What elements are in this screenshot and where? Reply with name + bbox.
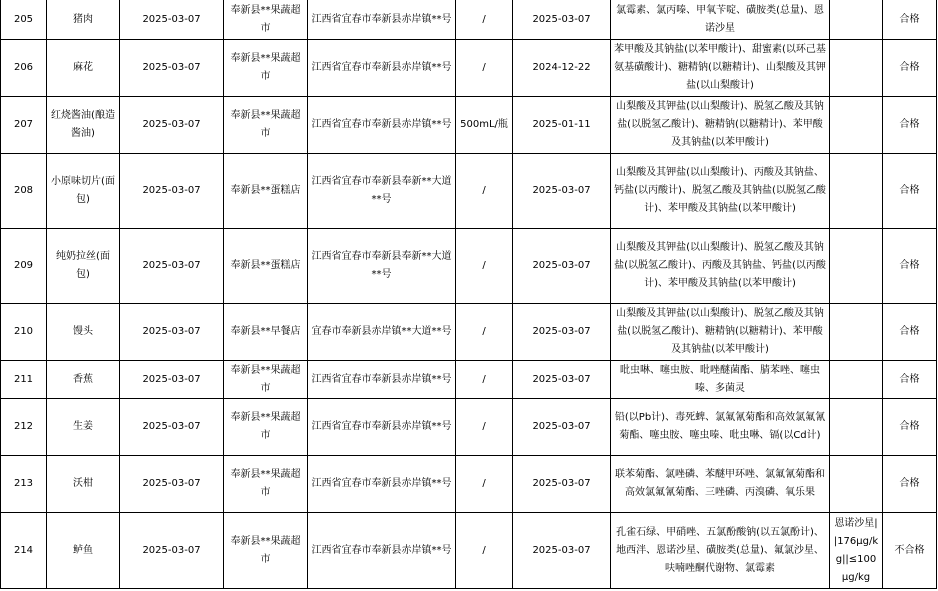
seller-name: 奉新县**果蔬超市 — [224, 399, 308, 456]
row-number: 207 — [1, 97, 47, 154]
failed-value — [830, 97, 883, 154]
inspection-items: 苯甲酸及其钠盐(以苯甲酸计)、甜蜜素(以环己基氨基磺酸计)、糖精钠(以糖精计)、山梨酸及其钾盐(以山梨酸计) — [611, 40, 830, 97]
failed-value — [830, 0, 883, 40]
seller-address: 江西省宜春市奉新县奉新**大道**号 — [308, 154, 456, 229]
inspection-items: 山梨酸及其钾盐(以山梨酸计)、丙酸及其钠盐、钙盐(以丙酸计)、脱氢乙酸及其钠盐(以脱氢乙酸计)、苯甲酸及其钠盐(以苯甲酸计) — [611, 154, 830, 229]
failed-value: 恩诺沙星||176μg/kg||≤100μg/kg — [830, 513, 883, 589]
inspection-items: 山梨酸及其钾盐(以山梨酸计)、脱氢乙酸及其钠盐(以脱氢乙酸计)、丙酸及其钠盐、钙盐(以丙酸计)、苯甲酸及其钠盐(以苯甲酸计) — [611, 229, 830, 304]
sample-name: 红烧酱油(酿造酱油) — [47, 97, 120, 154]
seller-address: 江西省宜春市奉新县赤岸镇**号 — [308, 399, 456, 456]
result-status: 不合格 — [883, 513, 937, 589]
sampling-date: 2025-03-07 — [120, 0, 224, 40]
specification: / — [456, 154, 513, 229]
table-row — [1, 304, 937, 361]
result-status: 合格 — [883, 456, 937, 513]
result-status: 合格 — [883, 361, 937, 399]
sampling-date: 2025-03-07 — [120, 361, 224, 399]
result-status: 合格 — [883, 399, 937, 456]
row-number: 213 — [1, 456, 47, 513]
row-number: 210 — [1, 304, 47, 361]
sampling-date: 2025-03-07 — [120, 97, 224, 154]
result-status: 合格 — [883, 40, 937, 97]
seller-name: 奉新县**蛋糕店 — [224, 229, 308, 304]
sampling-date: 2025-03-07 — [120, 229, 224, 304]
failed-value — [830, 456, 883, 513]
production-date: 2025-03-07 — [513, 0, 611, 40]
inspection-items: 山梨酸及其钾盐(以山梨酸计)、脱氢乙酸及其钠盐(以脱氢乙酸计)、糖精钠(以糖精计)、苯甲酸及其钠盐(以苯甲酸计) — [611, 304, 830, 361]
seller-address: 江西省宜春市奉新县赤岸镇**号 — [308, 0, 456, 40]
sample-name: 猪肉 — [47, 0, 120, 40]
seller-address: 江西省宜春市奉新县赤岸镇**号 — [308, 40, 456, 97]
sampling-date: 2025-03-07 — [120, 399, 224, 456]
table-row — [1, 40, 937, 97]
inspection-items: 联苯菊酯、氯唑磷、苯醚甲环唑、氯氟氰菊酯和高效氯氟氰菊酯、三唑磷、丙溴磷、氧乐果 — [611, 456, 830, 513]
row-number: 209 — [1, 229, 47, 304]
production-date: 2025-03-07 — [513, 361, 611, 399]
seller-name: 奉新县**果蔬超市 — [224, 456, 308, 513]
production-date: 2025-01-11 — [513, 97, 611, 154]
result-status: 合格 — [883, 0, 937, 40]
seller-address: 江西省宜春市奉新县赤岸镇**号 — [308, 361, 456, 399]
row-number: 208 — [1, 154, 47, 229]
sample-name: 小原味切片(面包) — [47, 154, 120, 229]
seller-name: 奉新县**早餐店 — [224, 304, 308, 361]
failed-value — [830, 40, 883, 97]
inspection-items: 山梨酸及其钾盐(以山梨酸计)、脱氢乙酸及其钠盐(以脱氢乙酸计)、糖精钠(以糖精计)、苯甲酸及其钠盐(以苯甲酸计) — [611, 97, 830, 154]
production-date: 2025-03-07 — [513, 154, 611, 229]
row-number: 212 — [1, 399, 47, 456]
failed-value — [830, 361, 883, 399]
specification: / — [456, 0, 513, 40]
production-date: 2025-03-07 — [513, 456, 611, 513]
seller-name: 奉新县**蛋糕店 — [224, 154, 308, 229]
seller-address: 江西省宜春市奉新县赤岸镇**号 — [308, 513, 456, 589]
sample-name: 沃柑 — [47, 456, 120, 513]
table-row — [1, 154, 937, 229]
row-number: 206 — [1, 40, 47, 97]
inspection-items: 孔雀石绿、甲硝唑、五氯酚酸钠(以五氯酚计)、地西泮、恩诺沙星、磺胺类(总量)、氟氯沙星、呋喃唑酮代谢物、氯霉素 — [611, 513, 830, 589]
failed-value — [830, 304, 883, 361]
inspection-items: 氯霉素、氯丙嗪、甲氧苄啶、磺胺类(总量)、恩诺沙星 — [611, 0, 830, 40]
sampling-date: 2025-03-07 — [120, 456, 224, 513]
specification: / — [456, 513, 513, 589]
row-number: 205 — [1, 0, 47, 40]
specification: / — [456, 456, 513, 513]
production-date: 2025-03-07 — [513, 399, 611, 456]
production-date: 2025-03-07 — [513, 513, 611, 589]
sampling-date: 2025-03-07 — [120, 154, 224, 229]
failed-value — [830, 154, 883, 229]
seller-name: 奉新县**果蔬超市 — [224, 361, 308, 399]
table-row — [1, 399, 937, 456]
table-row — [1, 456, 937, 513]
sampling-date: 2025-03-07 — [120, 40, 224, 97]
seller-address: 宜春市奉新县赤岸镇**大道**号 — [308, 304, 456, 361]
specification: / — [456, 229, 513, 304]
specification: 500mL/瓶 — [456, 97, 513, 154]
inspection-items: 吡虫啉、噻虫胺、吡唑醚菌酯、腈苯唑、噻虫嗪、多菌灵 — [611, 361, 830, 399]
sample-name: 馒头 — [47, 304, 120, 361]
failed-value — [830, 399, 883, 456]
production-date: 2025-03-07 — [513, 229, 611, 304]
sampling-date: 2025-03-07 — [120, 304, 224, 361]
result-status: 合格 — [883, 154, 937, 229]
seller-address: 江西省宜春市奉新县奉新**大道**号 — [308, 229, 456, 304]
result-status: 合格 — [883, 229, 937, 304]
specification: / — [456, 304, 513, 361]
sample-name: 麻花 — [47, 40, 120, 97]
table-row — [1, 229, 937, 304]
sample-name: 纯奶拉丝(面包) — [47, 229, 120, 304]
sampling-date: 2025-03-07 — [120, 513, 224, 589]
specification: / — [456, 40, 513, 97]
production-date: 2024-12-22 — [513, 40, 611, 97]
sample-name: 香蕉 — [47, 361, 120, 399]
production-date: 2025-03-07 — [513, 304, 611, 361]
table-row — [1, 0, 937, 40]
table-row — [1, 513, 937, 589]
specification: / — [456, 399, 513, 456]
inspection-items: 铅(以Pb计)、毒死蜱、氯氟氰菊酯和高效氯氟氰菊酯、噻虫胺、噻虫嗪、吡虫啉、镉(以Cd计) — [611, 399, 830, 456]
specification: / — [456, 361, 513, 399]
sample-name: 鲈鱼 — [47, 513, 120, 589]
failed-value — [830, 229, 883, 304]
seller-address: 江西省宜春市奉新县赤岸镇**号 — [308, 456, 456, 513]
seller-address: 江西省宜春市奉新县赤岸镇**号 — [308, 97, 456, 154]
sample-name: 生姜 — [47, 399, 120, 456]
seller-name: 奉新县**果蔬超市 — [224, 97, 308, 154]
result-status: 合格 — [883, 304, 937, 361]
row-number: 211 — [1, 361, 47, 399]
row-number: 214 — [1, 513, 47, 589]
seller-name: 奉新县**果蔬超市 — [224, 40, 308, 97]
table-row — [1, 97, 937, 154]
result-status: 合格 — [883, 97, 937, 154]
seller-name: 奉新县**果蔬超市 — [224, 513, 308, 589]
table-row — [1, 361, 937, 399]
seller-name: 奉新县**果蔬超市 — [224, 0, 308, 40]
